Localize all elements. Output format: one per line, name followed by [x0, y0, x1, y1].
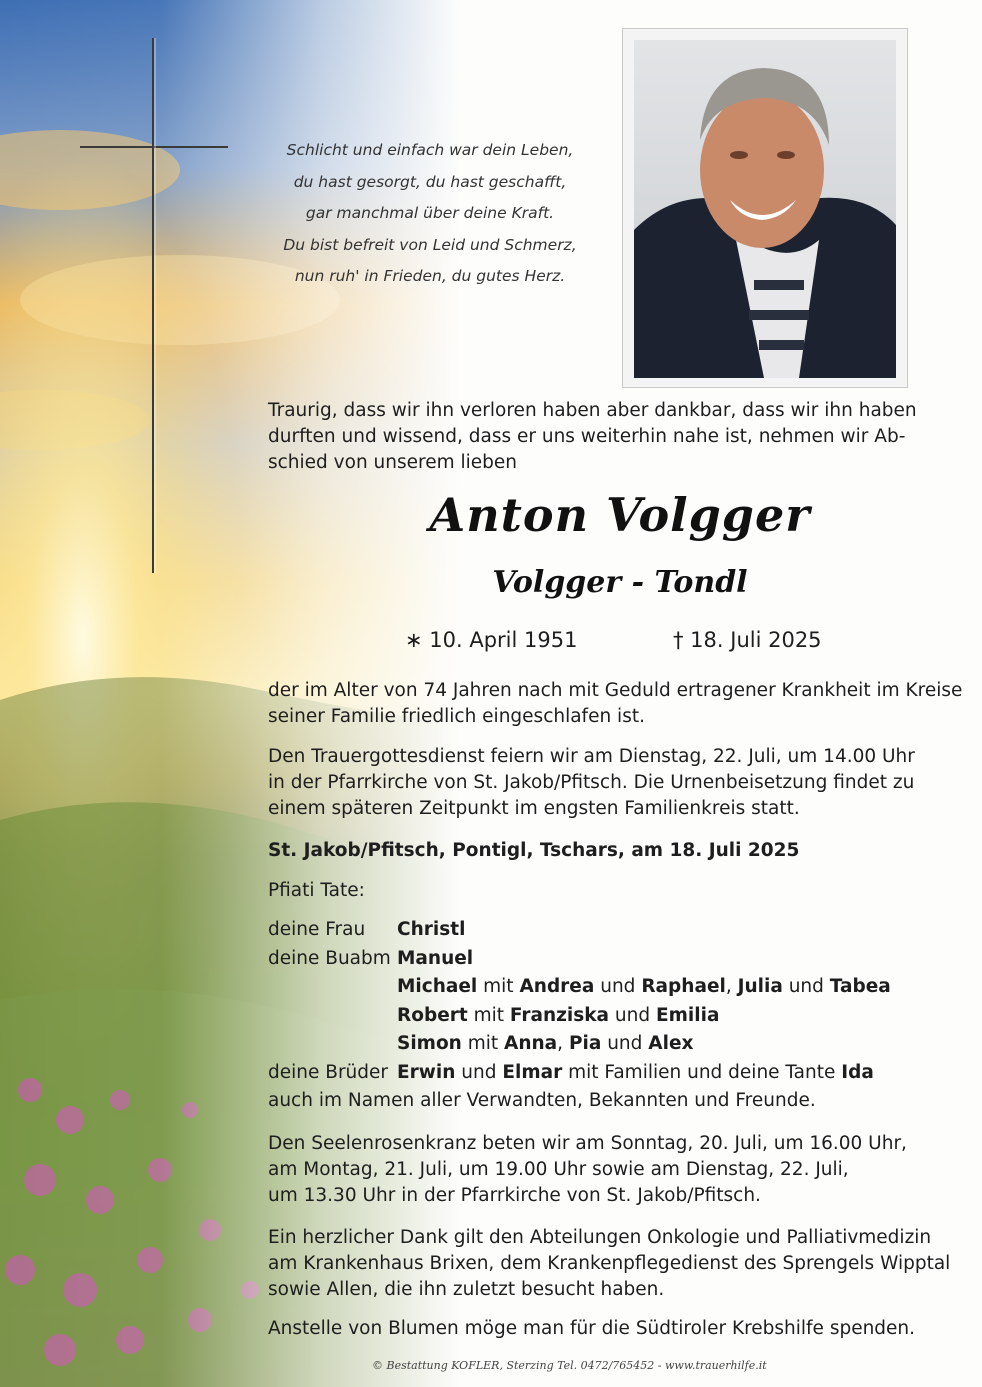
poem-line: Schlicht und einfach war dein Leben,: [286, 141, 574, 159]
intro-line: Traurig, dass wir ihn verloren haben aber dankbar, dass wir ihn haben: [268, 400, 917, 421]
family-member-name: Pia: [568, 1033, 602, 1054]
family-son-line: [397, 973, 891, 1002]
family-connector: mit Familien und deine Tante: [562, 1061, 842, 1083]
family-member-name: Michael: [397, 976, 478, 997]
service-text: [268, 744, 968, 822]
family-connector: und: [455, 1061, 503, 1083]
family-connector: ,: [725, 976, 738, 997]
family-member-name: Anna: [504, 1033, 558, 1054]
rosary-text: [268, 1131, 968, 1209]
family-connector: und: [609, 1004, 657, 1026]
thanks-text: [268, 1225, 968, 1303]
poem-line: Du bist befreit von Leid und Schmerz,: [283, 235, 577, 254]
intro-text: [268, 398, 968, 476]
family-connector: und: [782, 976, 830, 997]
family-member-name: Elmar: [502, 1061, 563, 1083]
funeral-home-footer: © Bestattung KOFLER, Sterzing Tel. 0472/765452 - www.trauerhilfe.it: [372, 1359, 767, 1372]
family-member-name: Julia: [737, 976, 783, 997]
service-line: einem späteren Zeitpunkt im engsten Familienkreis statt.: [268, 798, 800, 819]
poem-line: du hast gesorgt, du hast geschafft,: [293, 172, 567, 191]
family-son-line: [397, 1002, 719, 1031]
rosary-line: um 13.30 Uhr in der Pfarrkirche von St. Jakob/Pfitsch.: [268, 1185, 761, 1206]
deceased-name: Anton Volgger: [429, 488, 811, 542]
service-line: in der Pfarrkirche von St. Jakob/Pfitsch. Die Urnenbeisetzung findet zu: [268, 772, 915, 793]
deceased-nickname: Volgger - Tondl: [492, 565, 748, 600]
birth-date: ∗ 10. April 1951: [405, 628, 578, 652]
portrait-photo: [634, 40, 896, 378]
family-connector: mit: [461, 1033, 505, 1054]
rosary-line: Den Seelenrosenkranz beten wir am Sonntag, 20. Juli, um 16.00 Uhr,: [268, 1133, 907, 1154]
family-member-name: Simon: [397, 1033, 462, 1054]
cross-icon: [80, 38, 228, 573]
family-son-line: [397, 945, 473, 974]
intro-line: schied von unserem lieben: [268, 452, 518, 473]
rosary-line: am Montag, 21. Juli, um 19.00 Uhr sowie am Dienstag, 22. Juli,: [268, 1159, 849, 1180]
poem-line: nun ruh' in Frieden, du gutes Herz.: [294, 267, 566, 285]
family-member-name: Erwin: [397, 1061, 456, 1083]
passing-text: [268, 678, 968, 730]
family-label: deine Brüder: [268, 1061, 389, 1083]
family-label: deine Buabm: [268, 947, 391, 969]
family-closing: auch im Namen aller Verwandten, Bekannten und Freunde.: [268, 1090, 816, 1111]
family-label: deine Frau: [268, 919, 366, 940]
family-member-name: Manuel: [397, 947, 474, 969]
family-connector: und: [601, 1033, 649, 1054]
family-member-name: Franziska: [509, 1004, 610, 1026]
thanks-line: Ein herzlicher Dank gilt den Abteilungen Onkologie und Palliativmedizin: [268, 1227, 932, 1248]
family-connector: und: [594, 976, 642, 997]
poem-line: gar manchmal über deine Kraft.: [305, 204, 555, 222]
death-date: † 18. Juli 2025: [673, 628, 822, 652]
service-line: Den Trauergottesdienst feiern wir am Dienstag, 22. Juli, um 14.00 Uhr: [268, 746, 915, 767]
family-member-name: Ida: [841, 1061, 874, 1083]
passing-line: seiner Familie friedlich eingeschlafen ist.: [268, 706, 645, 727]
family-connector: ,: [557, 1033, 569, 1054]
family-son-line: [397, 1030, 693, 1059]
place-date: St. Jakob/Pfitsch, Pontigl, Tschars, am 18. Juli 2025: [268, 840, 800, 861]
family-member-name: Emilia: [656, 1004, 720, 1026]
greeting: Pfiati Tate:: [268, 880, 365, 901]
donation-text: Anstelle von Blumen möge man für die Südtiroler Krebshilfe spenden.: [268, 1318, 916, 1339]
family-member-name: Robert: [397, 1004, 468, 1026]
family-wife: Christl: [397, 919, 466, 940]
family-member-name: Alex: [648, 1033, 694, 1054]
family-connector: mit: [477, 976, 520, 997]
family-member-name: Andrea: [519, 976, 595, 997]
family-member-name: Tabea: [829, 976, 891, 997]
family-connector: mit: [467, 1004, 510, 1026]
thanks-line: am Krankenhaus Brixen, dem Krankenpflegedienst des Sprengels Wipptal: [268, 1253, 951, 1274]
family-member-name: Raphael: [641, 976, 726, 997]
thanks-line: sowie Allen, die ihn zuletzt besucht haben.: [268, 1279, 665, 1300]
passing-line: der im Alter von 74 Jahren nach mit Geduld ertragener Krankheit im Kreise: [268, 680, 963, 701]
poem: [255, 135, 605, 293]
intro-line: durften und wissend, dass er uns weiterhin nahe ist, nehmen wir Ab-: [268, 426, 906, 447]
family-brothers-line: [397, 1059, 874, 1088]
